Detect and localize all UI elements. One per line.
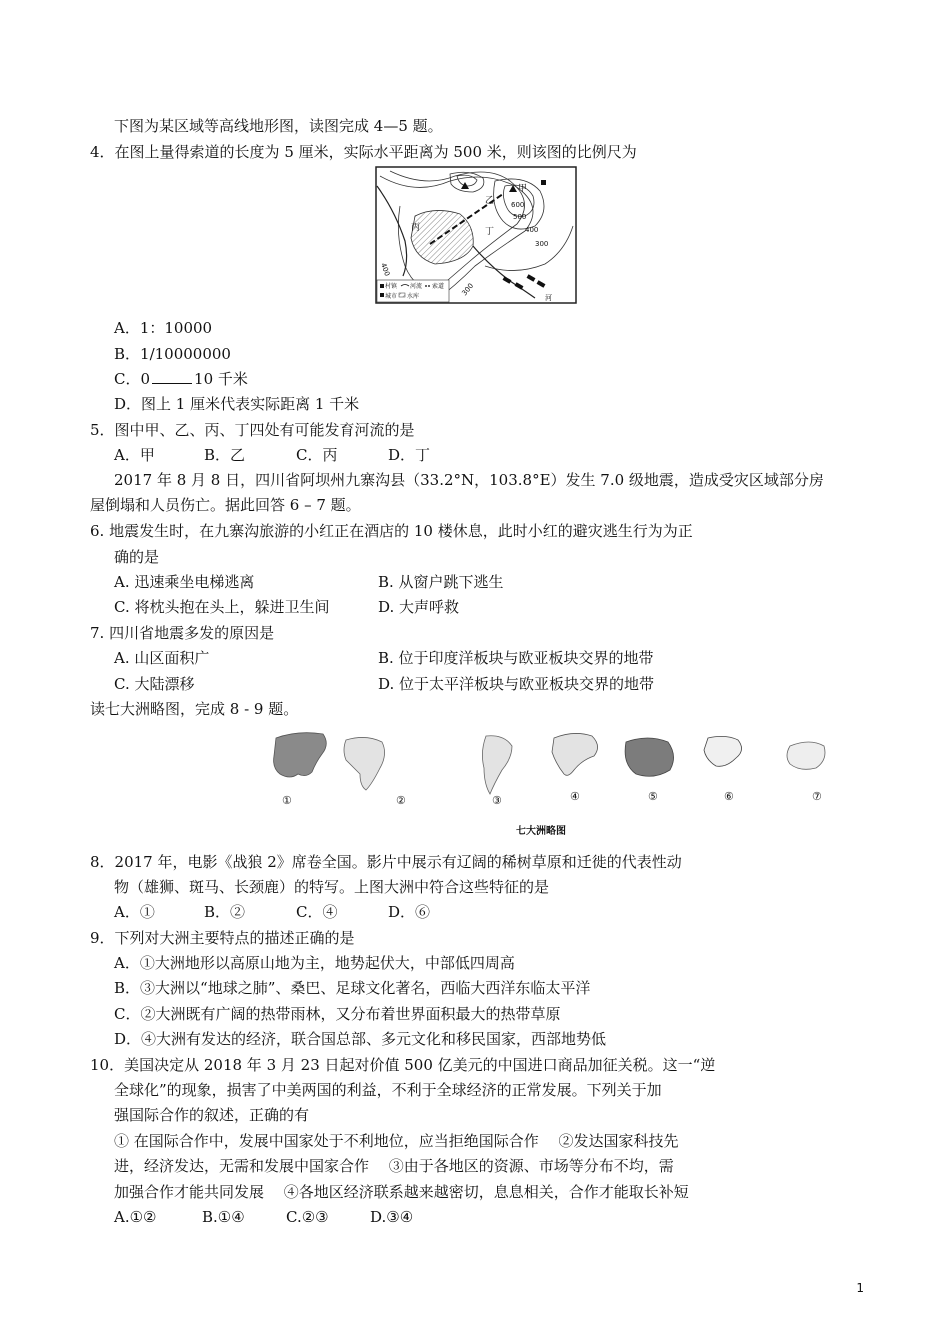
continent-label: ③ bbox=[492, 794, 502, 807]
label-bing: 丙 bbox=[411, 223, 421, 233]
continents-caption: 七大洲略图 bbox=[516, 826, 566, 837]
q5-stem: 5．图中甲、乙、丙、丁四处有可能发育河流的是 bbox=[90, 421, 415, 439]
contour-label: 400 bbox=[379, 261, 392, 278]
continent-antarctica bbox=[625, 738, 673, 776]
legend-reservoir: 水库 bbox=[407, 293, 420, 300]
q6-option-d: D. 大声呼救 bbox=[378, 598, 460, 616]
continent-label: ① bbox=[282, 794, 292, 807]
q5-option-a: A．甲 bbox=[114, 446, 155, 464]
label-yi: 乙 bbox=[485, 196, 495, 206]
q10-stem-line3: 强国际合作的叙述，正确的有 bbox=[114, 1106, 310, 1124]
reservoir bbox=[411, 210, 473, 264]
continent-oceania bbox=[787, 742, 825, 769]
contour-label: 600 bbox=[511, 201, 525, 209]
q4-option-d: D．图上 1 厘米代表实际距离 1 千米 bbox=[114, 395, 360, 413]
continents-figure bbox=[268, 728, 888, 838]
village-marker bbox=[541, 180, 546, 185]
continent-south-america bbox=[482, 736, 512, 794]
q6-option-c: C. 将枕头抱在头上，躲进卫生间 bbox=[114, 598, 330, 616]
q10-option-d: D.③④ bbox=[370, 1208, 414, 1226]
continent-asia bbox=[274, 733, 327, 777]
q4-option-a: A．1：10000 bbox=[114, 319, 213, 337]
q7-option-b: B. 位于印度洋板块与欧亚板块交界的地带 bbox=[378, 649, 654, 667]
label-ding: 丁 bbox=[485, 227, 495, 237]
q4-stem: 4．在图上量得索道的长度为 5 厘米，实际水平距离为 500 米，则该图的比例尺为 bbox=[90, 143, 637, 161]
continent-north-america bbox=[552, 733, 598, 775]
q9-option-b: B．③大洲以“地球之肺”、桑巴、足球文化著名，西临大西洋东临太平洋 bbox=[114, 979, 591, 997]
q6-option-b: B. 从窗户跳下逃生 bbox=[378, 573, 504, 591]
q10-option-b: B.①④ bbox=[202, 1208, 245, 1226]
intro-q6-7-line1: 2017 年 8 月 8 日，四川省阿坝州九寨沟县（33.2°N，103.8°E）发生 7.0 级地震，造成受灾区域部分房 bbox=[114, 471, 824, 489]
q10-option-c: C.②③ bbox=[286, 1208, 329, 1226]
q6-option-a: A. 迅速乘坐电梯逃离 bbox=[114, 573, 255, 591]
legend-river: 河流 bbox=[410, 283, 423, 290]
continent-label: ⑦ bbox=[812, 790, 822, 803]
q10-statement-line3: 加强合作才能共同发展 ④各地区经济联系越来越密切，息息相关，合作才能取长补短 bbox=[114, 1183, 689, 1201]
continent-europe bbox=[704, 736, 742, 766]
continent-label: ⑥ bbox=[724, 790, 734, 803]
q10-stem-line2: 全球化”的现象，损害了中美两国的利益，不利于全球经济的正常发展。下列关于加 bbox=[114, 1081, 662, 1099]
q4-option-c-suffix: 10 千米 bbox=[194, 370, 248, 388]
q10-option-a: A.①② bbox=[114, 1208, 157, 1226]
q9-option-c: C．②大洲既有广阔的热带雨林，又分布着世界面积最大的热带草原 bbox=[114, 1005, 561, 1023]
q7-stem: 7. 四川省地震多发的原因是 bbox=[90, 624, 275, 642]
q10-statement-line2: 进，经济发达，无需和发展中国家合作 ③由于各地区的资源、市场等分布不均，需 bbox=[114, 1157, 674, 1175]
continent-label: ② bbox=[396, 794, 406, 807]
q10-stem-line1: 10．美国决定从 2018 年 3 月 23 日起对价值 500 亿美元的中国进口商品加征关税。这一“逆 bbox=[90, 1056, 716, 1074]
intro-q6-7-line2: 屋倒塌和人员伤亡。据此回答 6 – 7 题。 bbox=[90, 496, 361, 514]
q5-option-b: B．乙 bbox=[204, 446, 246, 464]
q8-option-a: A．① bbox=[114, 903, 155, 921]
q7-option-a: A. 山区面积广 bbox=[114, 649, 210, 667]
intro-q8-9: 读七大洲略图，完成 8 - 9 题。 bbox=[90, 700, 299, 718]
q5-option-c: C．丙 bbox=[296, 446, 338, 464]
q5-option-d: D．丁 bbox=[388, 446, 431, 464]
contour-label: 400 bbox=[525, 226, 539, 234]
contour-label: 300 bbox=[535, 240, 549, 248]
legend-village: 村镇 bbox=[385, 283, 398, 290]
q8-option-b: B．② bbox=[204, 903, 246, 921]
legend-cableway: 索道 bbox=[432, 283, 445, 290]
q4-option-c bbox=[114, 367, 248, 392]
q9-stem: 9．下列对大洲主要特点的描述正确的是 bbox=[90, 929, 355, 947]
q8-stem-line2: 物（雄狮、斑马、长颈鹿）的特写。上图大洲中符合这些特征的是 bbox=[114, 878, 550, 896]
scale-bar-blank bbox=[152, 369, 192, 384]
q7-option-c: C. 大陆漂移 bbox=[114, 675, 195, 693]
continent-label: ④ bbox=[570, 790, 580, 803]
contour-label: 500 bbox=[513, 213, 527, 221]
contour-label: 300 bbox=[460, 281, 476, 298]
intro-q4-5: 下图为某区域等高线地形图，读图完成 4—5 题。 bbox=[114, 117, 443, 135]
page-number: 1 bbox=[856, 1281, 864, 1295]
q7-option-d: D. 位于太平洋板块与欧亚板块交界的地带 bbox=[378, 675, 655, 693]
q6-stem-line2: 确的是 bbox=[114, 548, 160, 566]
q8-stem-line1: 8．2017 年，电影《战狼 2》席卷全国。影片中展示有辽阔的稀树草原和迁徙的代表性动 bbox=[90, 853, 682, 871]
q4-option-b: B．1/10000000 bbox=[114, 345, 231, 363]
q10-statement-line1: ① 在国际合作中，发展中国家处于不利地位，应当拒绝国际合作 ②发达国家科技先 bbox=[114, 1132, 679, 1150]
q8-option-c: C．④ bbox=[296, 903, 338, 921]
q9-option-a: A．①大洲地形以高原山地为主，地势起伏大，中部低四周高 bbox=[114, 954, 515, 972]
label-jia: 甲 bbox=[518, 184, 528, 194]
city-label: 河 bbox=[545, 294, 552, 302]
q4-option-c-prefix: C．0 bbox=[114, 370, 151, 388]
q6-stem-line1: 6. 地震发生时，在九寨沟旅游的小红正在酒店的 10 楼休息，此时小红的避灾逃生行为为正 bbox=[90, 522, 693, 540]
q8-option-d: D．⑥ bbox=[388, 903, 431, 921]
legend-city: 城市 bbox=[385, 293, 398, 300]
continent-africa bbox=[344, 737, 385, 790]
continent-label: ⑤ bbox=[648, 790, 658, 803]
q9-option-d: D．④大洲有发达的经济，联合国总部、多元文化和移民国家，西部地势低 bbox=[114, 1030, 607, 1048]
contour-map bbox=[375, 166, 577, 304]
